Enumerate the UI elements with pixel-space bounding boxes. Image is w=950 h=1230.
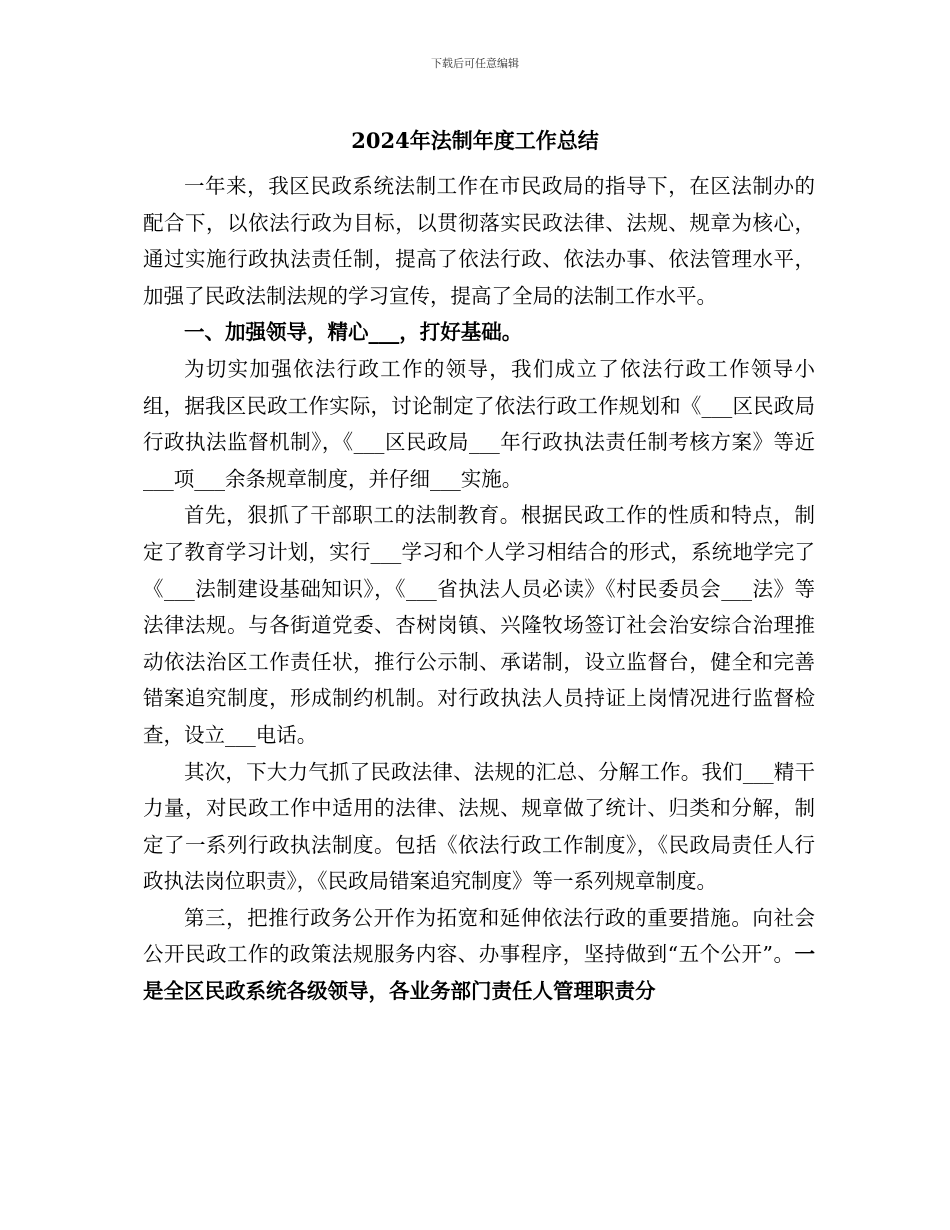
heading-text: 一、加强领导，精心___，打好基础。 [184, 320, 523, 345]
paragraph-intro [143, 168, 815, 314]
paragraph-second [143, 754, 815, 900]
paragraph-first [143, 497, 815, 753]
paragraph-bold-text: 一是全区民政系统各级领导，各业务部门责任人管理职责分 [143, 942, 815, 1004]
section-heading-1 [143, 314, 815, 351]
paragraph-text: 为切实加强依法行政工作的领导，我们成立了依法行政工作领导小组，据我区民政工作实际，讨论制定了依法行政工作规划和《___区民政局行政执法监督机制》，《___区民政局___年行政执法责任制考核方案》等近___项___余条规章制度，并仔细___实施。 [143, 356, 815, 491]
paragraph-text: 其次，下大力气抓了民政法律、法规的汇总、分解工作。我们___精干力量，对民政工作中适用的法律、法规、规章做了统计、归类和分解，制定了一系列行政执法制度。包括《依法行政工作制度》，《民政局责任人行政执法岗位职责》，《民政局错案追究制度》等一系列规章制度。 [143, 759, 815, 894]
paragraph-leadership [143, 351, 815, 497]
document-title: 2024年法制年度工作总结 [351, 128, 599, 153]
document-body [143, 168, 815, 1010]
paragraph-text: 第三，把推行政务公开作为拓宽和延伸依法行政的重要措施。向社会公开民政工作的政策法规服务内容、办事程序，坚持做到“五个公开”。 [143, 905, 815, 967]
paragraph-text: 首先，狠抓了干部职工的法制教育。根据民政工作的性质和特点，制定了教育学习计划，实行___学习和个人学习相结合的形式，系统地学完了《___法制建设基础知识》，《___省执法人员必读》《村民委员会___法》等法律法规。与各街道党委、杏树岗镇、兴隆牧场签订社会治安综合治理推动依法治区工作责任状，推行公示制、承诺制，设立监督台，健全和完善错案追究制度，形成制约机制。对行政执法人员持证上岗情况进行监督检查，设立___电话。 [143, 503, 815, 747]
header-note: 下载后可任意编辑 [431, 57, 519, 70]
paragraph-text: 一年来，我区民政系统法制工作在市民政局的指导下，在区法制办的配合下，以依法行政为目标，以贯彻落实民政法律、法规、规章为核心，通过实施行政执法责任制，提高了依法行政、依法办事、依法管理水平，加强了民政法制法规的学习宣传，提高了全局的法制工作水平。 [143, 174, 815, 308]
paragraph-third [143, 900, 815, 1010]
